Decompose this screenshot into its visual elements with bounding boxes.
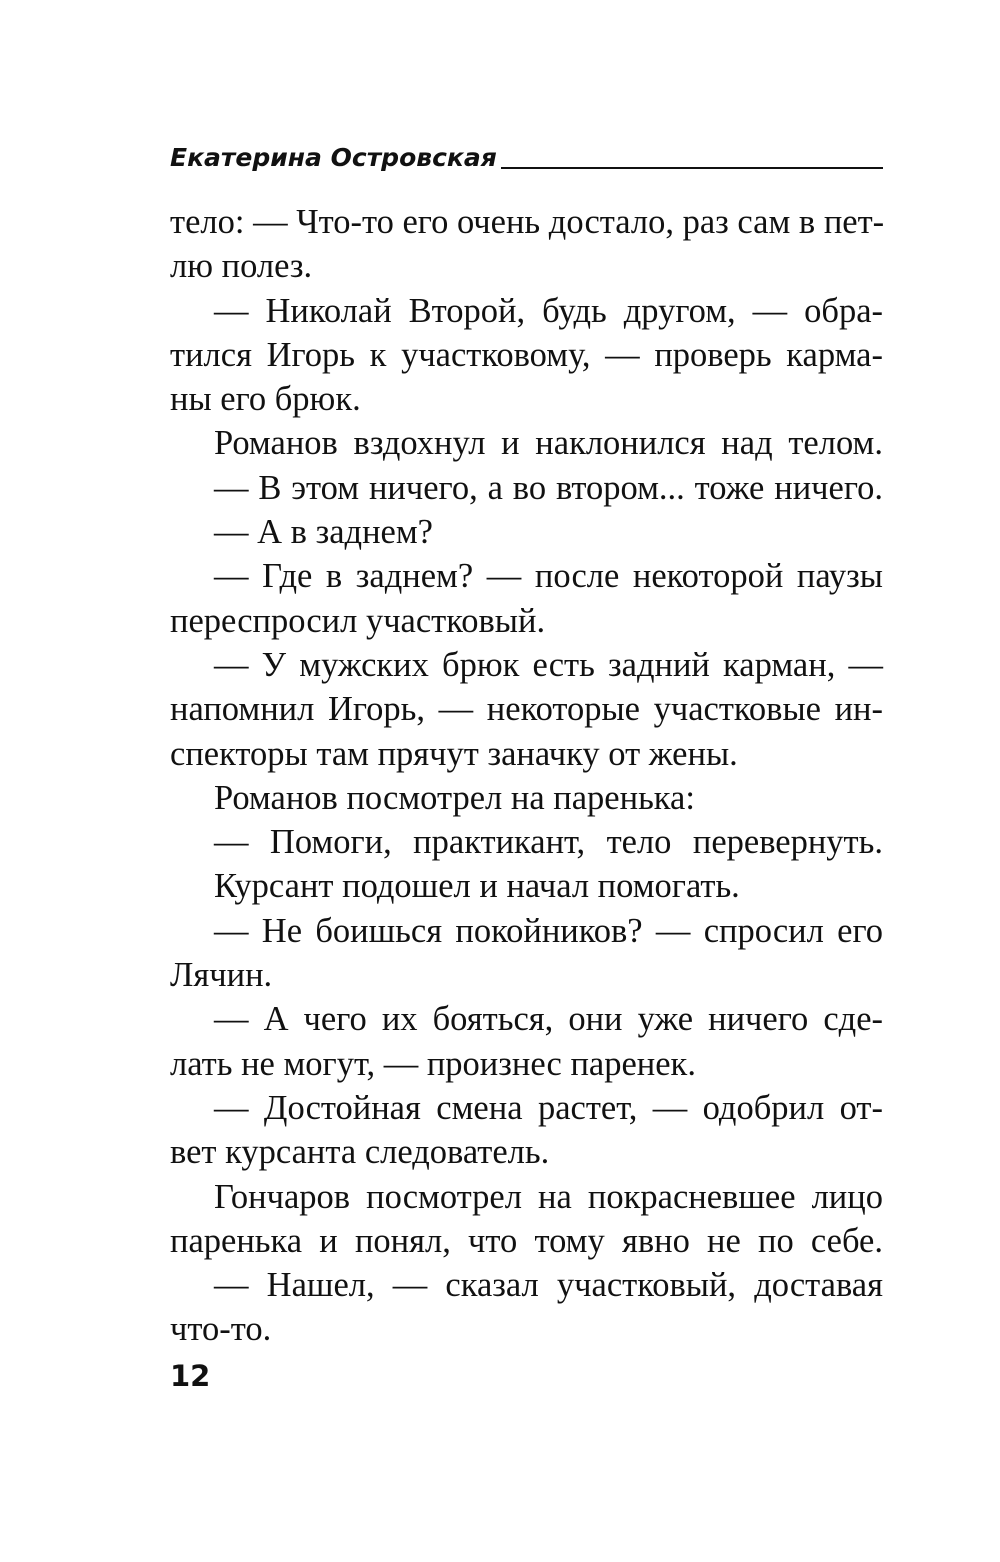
text-line: переспросил участковый.	[170, 601, 546, 640]
text-line: — Не боишься покойников? — спросил его	[214, 911, 883, 950]
running-head-rule	[501, 167, 883, 169]
text-line: — Помоги, практикант, тело перевернуть.	[214, 823, 883, 862]
text-line: — Николай Второй, будь другом, — обра-	[214, 291, 883, 330]
text-line: тился Игорь к участковому, — проверь карма-	[170, 335, 883, 374]
body-text	[170, 200, 883, 1352]
text-line: Романов посмотрел на паренька:	[214, 778, 695, 817]
text-line: что-то.	[170, 1310, 272, 1349]
text-line: Лячин.	[170, 956, 273, 995]
running-head-author: Екатерина Островская	[170, 143, 497, 172]
text-line: лю полез.	[170, 247, 313, 286]
text-line: — Где в заднем? — после некоторой паузы	[214, 557, 883, 596]
text-line: Гончаров посмотрел на покрасневшее лицо	[214, 1177, 883, 1216]
text-line: лать не могут, — произнес паренек.	[170, 1044, 696, 1083]
text-line: — Достойная смена растет, — одобрил от-	[214, 1088, 883, 1127]
page-number: 12	[170, 1359, 211, 1393]
text-line: — А в заднем?	[214, 513, 433, 552]
text-line: Курсант подошел и начал помогать.	[214, 867, 740, 906]
text-line: — Нашел, — сказал участковый, доставая	[214, 1266, 883, 1305]
text-line: тело: — Что-то его очень достало, раз сам в пет-	[170, 203, 885, 241]
text-line: напомнил Игорь, — некоторые участковые ин-	[170, 690, 883, 729]
text-line: вет курсанта следователь.	[170, 1133, 550, 1172]
text-line: — В этом ничего, а во втором... тоже ничего.	[214, 468, 883, 507]
text-line: — А чего их бояться, они уже ничего сде-	[214, 1000, 883, 1039]
text-line: — У мужских брюк есть задний карман, —	[214, 645, 883, 684]
text-line: Романов вздохнул и наклонился над телом.	[214, 424, 883, 463]
text-line: спекторы там прячут заначку от жены.	[170, 734, 738, 773]
text-line: ны его брюк.	[170, 380, 361, 419]
running-head	[170, 142, 883, 176]
text-line: паренька и понял, что тому явно не по себе.	[170, 1221, 883, 1260]
